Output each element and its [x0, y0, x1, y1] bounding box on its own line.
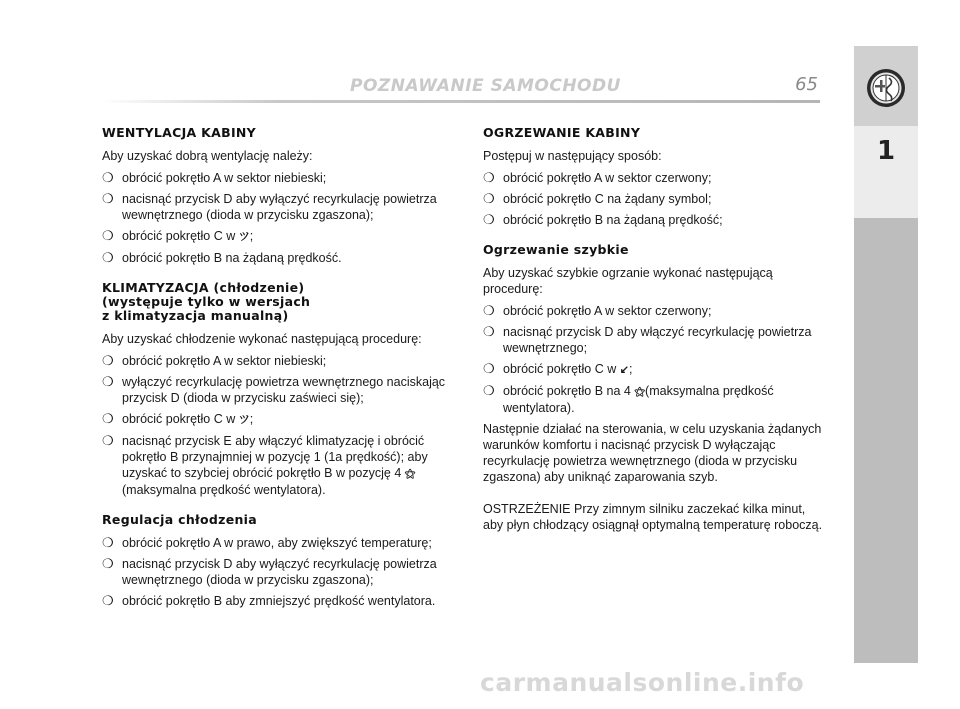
bullet-icon: ❍ [483, 361, 495, 376]
list-item [102, 353, 447, 369]
list-item-suffix: ; [249, 229, 254, 243]
paragraph-instructions: Następnie działać na sterowania, w celu uzyskania żądanych warunków komfortu i nacisnąć przycisk D wyłączając recyrkulację powietrza wewnętrznego (dioda w przycisku zgaszona) aby uniknąć zaparowania szyb. [483, 422, 822, 484]
header-title: POZNAWANIE SAMOCHODU [350, 76, 621, 96]
list-item-text: nacisnąć przycisk E aby włączyć klimatyzację i obrócić pokrętło B przynajmniej w pozycję 1 (1a prędkość); aby uzyskać to szybciej obrócić pokrętło B w pozycję 4 [122, 434, 428, 480]
list-item-text: obrócić pokrętło B na 4 [503, 384, 631, 398]
quick-heating-intro: Aby uzyskać szybkie ogrzanie wykonać następującą procedurę: [483, 266, 773, 296]
section-title-line: (występuje tylko w wersjach [102, 294, 311, 309]
face-vent-icon: ツ [238, 414, 250, 426]
list-item-text: nacisnąć przycisk D aby wyłączyć recyrkulację powietrza wewnętrznego (dioda w przycisku zgaszona); [122, 192, 437, 222]
watermark: carmanualsonline.info [480, 668, 805, 697]
section-title-quick-heating: Ogrzewanie szybkie [483, 242, 629, 257]
list-item [102, 433, 447, 498]
list-item-text: obrócić pokrętło C na żądany symbol; [503, 192, 712, 206]
list-item [102, 374, 447, 406]
page-header [100, 74, 840, 104]
list-item-text: obrócić pokrętło C w [122, 412, 236, 426]
list-item [102, 250, 447, 266]
list-item [483, 361, 828, 378]
list-item-text: wyłączyć recyrkulację powietrza wewnętrznego naciskając przycisk D (dioda w przycisku zaświeci się); [122, 375, 446, 405]
list-item [102, 411, 447, 428]
right-column [483, 126, 828, 539]
page-number: 65 [795, 74, 818, 95]
alfa-romeo-logo-icon [866, 68, 906, 108]
section-title-line: z klimatyzacja manualną) [102, 308, 289, 323]
header-rule [100, 100, 820, 103]
bullet-icon: ❍ [102, 191, 114, 206]
chapter-box [854, 126, 918, 218]
list-item [483, 170, 828, 186]
list-item-text: obrócić pokrętło B na żądaną prędkość; [503, 213, 723, 227]
list-item-text: (maksymalna prędkość wentylatora). [122, 483, 326, 497]
section-title-air-conditioning [102, 281, 447, 323]
fan-max-icon: ⚝ [634, 386, 646, 398]
section-title-line: KLIMATYZACJA (chłodzenie) [102, 280, 305, 295]
bullet-icon: ❍ [483, 383, 495, 398]
list-item [102, 170, 447, 186]
list-item-text: nacisnąć przycisk D aby wyłączyć recyrkulację powietrza wewnętrznego (dioda w przycisku zgaszona); [122, 557, 437, 587]
bullet-icon: ❍ [483, 170, 495, 185]
side-tab-top [854, 46, 918, 126]
left-column [102, 126, 447, 614]
paragraph-warning: OSTRZEŻENIE Przy zimnym silniku zaczekać kilka minut, aby płyn chłodzący osiągnął optymalną temperaturę roboczą. [483, 502, 823, 532]
bullet-icon: ❍ [483, 324, 495, 339]
list-item [102, 556, 447, 588]
list-item [483, 191, 828, 207]
list-item [483, 212, 828, 228]
section-title-ventilation: WENTYLACJA KABINY [102, 125, 257, 140]
fan-max-icon: ⚝ [404, 468, 416, 480]
list-item-text: obrócić pokrętło C w [122, 229, 236, 243]
face-vent-icon: ツ [238, 231, 250, 243]
bullet-icon: ❍ [102, 433, 114, 448]
list-item [102, 228, 447, 245]
ventilation-intro: Aby uzyskać dobrą wentylację należy: [102, 149, 313, 163]
list-item-text: obrócić pokrętło A w prawo, aby zwiększyć temperaturę; [122, 536, 432, 550]
list-item [102, 593, 447, 609]
bullet-icon: ❍ [483, 303, 495, 318]
list-item-text: obrócić pokrętło A w sektor czerwony; [503, 304, 712, 318]
list-item [102, 191, 447, 223]
section-title-cooling-regulation: Regulacja chłodzenia [102, 512, 258, 527]
list-item-suffix: ; [628, 362, 633, 376]
list-item-text: obrócić pokrętło A w sektor niebieski; [122, 354, 327, 368]
list-item-text: (maksymalna prędkość wentylatora). [503, 384, 774, 415]
list-item-text: obrócić pokrętło B na żądaną prędkość. [122, 251, 342, 265]
list-item [483, 303, 828, 319]
bullet-icon: ❍ [102, 411, 114, 426]
bullet-icon: ❍ [102, 228, 114, 243]
chapter-side-tab [854, 46, 918, 663]
list-item-text: nacisnąć przycisk D aby włączyć recyrkulację powietrza wewnętrznego; [503, 325, 812, 355]
bullet-icon: ❍ [102, 593, 114, 608]
list-item-text: obrócić pokrętło B aby zmniejszyć prędkość wentylatora. [122, 594, 436, 608]
air-conditioning-intro: Aby uzyskać chłodzenie wykonać następującą procedurę: [102, 332, 422, 346]
list-item [483, 324, 828, 356]
list-item-text: obrócić pokrętło C w [503, 362, 617, 376]
bullet-icon: ❍ [483, 212, 495, 227]
bullet-icon: ❍ [102, 353, 114, 368]
chapter-number: 1 [876, 136, 896, 166]
section-title-heating: OGRZEWANIE KABINY [483, 125, 641, 140]
bullet-icon: ❍ [102, 535, 114, 550]
list-item-text: obrócić pokrętło A w sektor niebieski; [122, 171, 327, 185]
bullet-icon: ❍ [102, 556, 114, 571]
heating-intro: Postępuj w następujący sposób: [483, 149, 662, 163]
bullet-icon: ❍ [483, 191, 495, 206]
list-item-text: obrócić pokrętło A w sektor czerwony; [503, 171, 712, 185]
foot-vent-icon: ↙ [619, 364, 629, 376]
bullet-icon: ❍ [102, 170, 114, 185]
list-item-suffix: ; [249, 412, 254, 426]
bullet-icon: ❍ [102, 374, 114, 389]
list-item [102, 535, 447, 551]
bullet-icon: ❍ [102, 250, 114, 265]
list-item [483, 383, 828, 416]
